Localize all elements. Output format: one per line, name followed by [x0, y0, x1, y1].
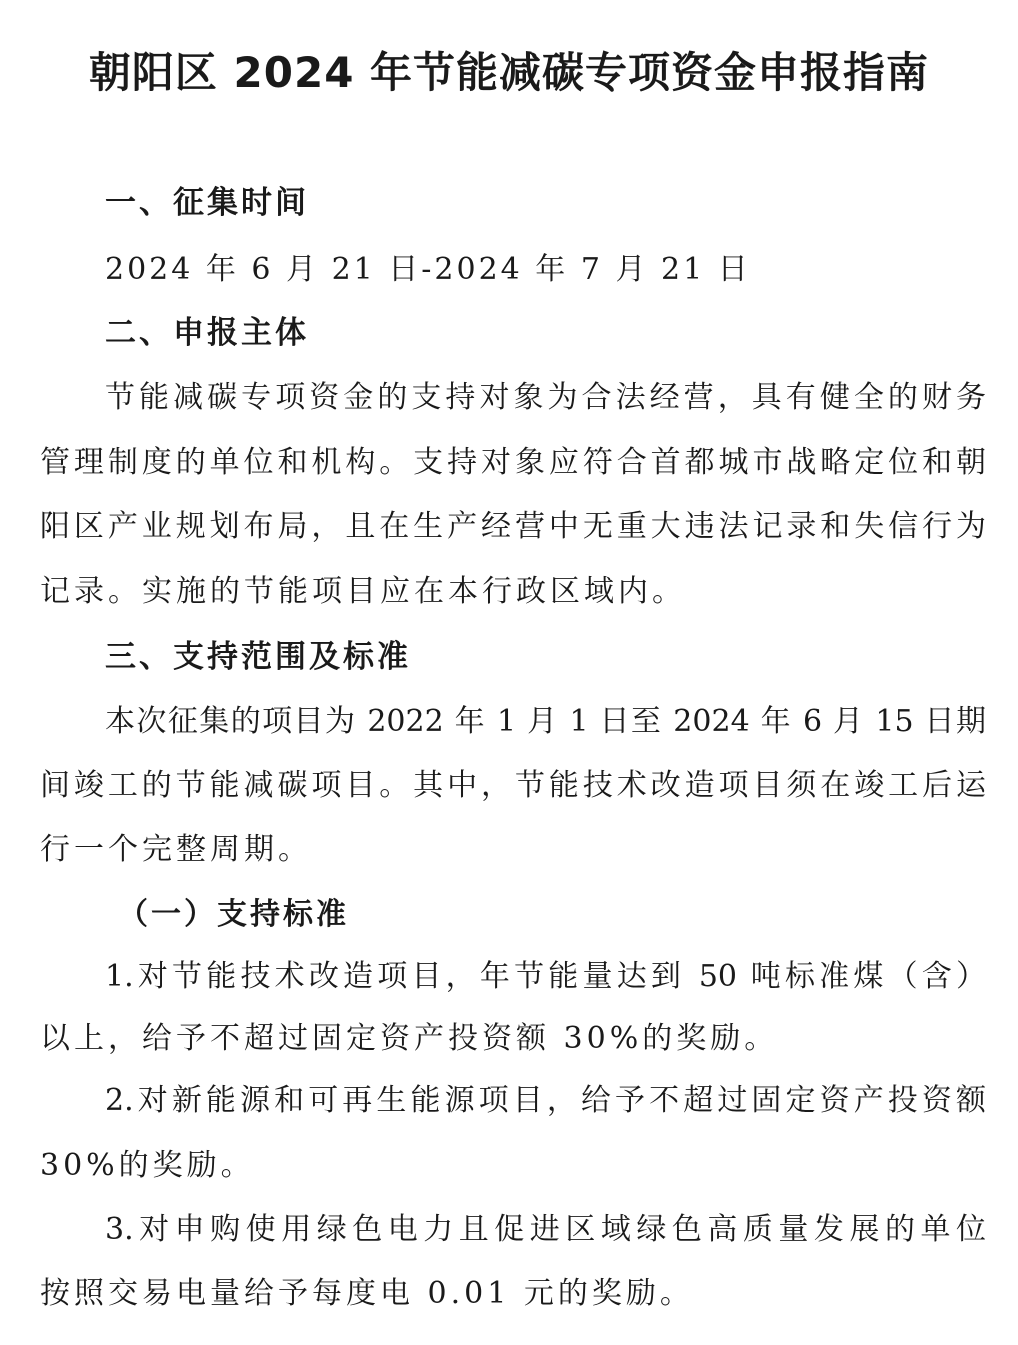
paragraph-line: 记录。实施的节能项目应在本行政区域内。 [40, 574, 686, 609]
paragraph-line: 节能减碳专项资金的支持对象为合法经营，具有健全的财务 [105, 380, 986, 415]
paragraph-line: 行一个完整周期。 [40, 832, 312, 867]
paragraph-line: 本次征集的项目为 2022 年 1 月 1 日至 2024 年 6 月 15 日期 [105, 704, 986, 739]
standard-item-2-line: 2.对新能源和可再生能源项目，给予不超过固定资产投资额 [105, 1083, 986, 1118]
paragraph-line: 管理制度的单位和机构。支持对象应符合首都城市战略定位和朝 [40, 445, 986, 480]
standard-item-3-line: 3.对申购使用绿色电力且促进区域绿色高质量发展的单位 [105, 1212, 986, 1247]
standard-item-2-line: 30%的奖励。 [40, 1148, 255, 1183]
document-title: 朝阳区 2024 年节能减碳专项资金申报指南 [88, 48, 930, 97]
section-heading-support-scope: 三、支持范围及标准 [105, 639, 411, 675]
standard-item-1-line: 1.对节能技术改造项目，年节能量达到 50 吨标准煤（含） [105, 959, 986, 994]
subsection-heading-support-standards: （一）支持标准 [118, 897, 349, 932]
section-heading-applicant: 二、申报主体 [105, 315, 309, 351]
paragraph-line: 阳区产业规划布局，且在生产经营中无重大违法记录和失信行为 [40, 509, 986, 544]
paragraph-line: 间竣工的节能减碳项目。其中，节能技术改造项目须在竣工后运 [40, 768, 986, 803]
standard-item-3-line: 按照交易电量给予每度电 0.01 元的奖励。 [40, 1276, 694, 1311]
section-heading-collection-period: 一、征集时间 [105, 185, 309, 221]
collection-period-text: 2024 年 6 月 21 日-2024 年 7 月 21 日 [105, 252, 751, 287]
standard-item-1-line: 以上，给予不超过固定资产投资额 30%的奖励。 [40, 1021, 779, 1056]
